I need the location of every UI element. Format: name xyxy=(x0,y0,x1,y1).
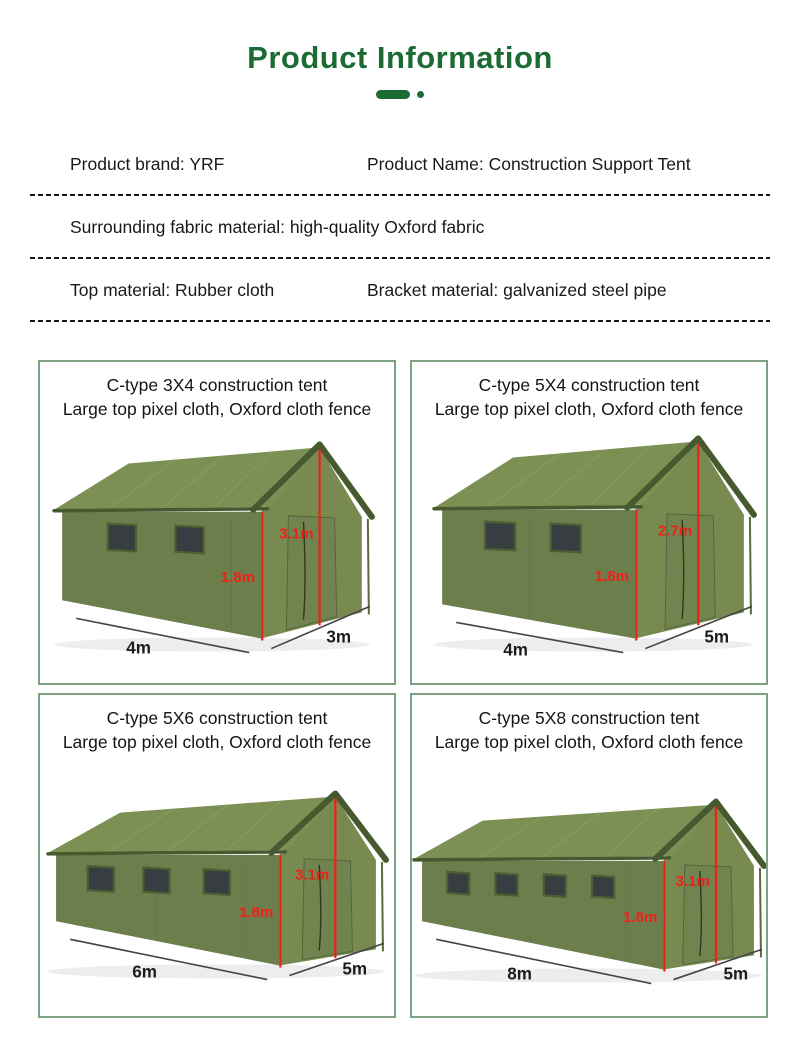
spec-surrounding-fabric: Surrounding fabric material: high-quality Oxford fabric xyxy=(70,217,485,237)
dim-label-ridge-height: 2.7m xyxy=(657,522,693,540)
tent-window xyxy=(108,524,136,552)
ground-shadow xyxy=(48,965,384,979)
tent-roof xyxy=(48,797,335,853)
tent-window xyxy=(447,872,469,895)
spec-product-brand: Product brand: YRF xyxy=(70,154,225,174)
dim-label-side-length: 4m xyxy=(503,640,528,660)
tent-illustration xyxy=(412,756,766,1008)
card-title: C-type 3X4 construction tent xyxy=(106,375,328,395)
spec-row-brand-name xyxy=(30,133,770,194)
tent-image-5x4 xyxy=(412,423,766,675)
card-subtitle: Large top pixel cloth, Oxford cloth fence xyxy=(434,731,744,752)
eave-trim xyxy=(54,509,267,511)
card-title: C-type 5X8 construction tent xyxy=(478,708,700,728)
tent-window xyxy=(551,524,581,553)
tent-image-3x4 xyxy=(40,423,394,675)
tent-window xyxy=(175,526,203,554)
card-title: C-type 5X4 construction tent xyxy=(478,375,700,395)
dim-label-front-width: 3m xyxy=(326,627,352,647)
spec-table xyxy=(30,133,770,322)
spec-product-name: Product Name: Construction Support Tent xyxy=(367,154,691,174)
spec-row-top-bracket xyxy=(30,259,770,320)
dim-label-side-length: 8m xyxy=(507,964,532,984)
dim-label-side-length: 4m xyxy=(126,638,151,658)
card-title: C-type 5X6 construction tent xyxy=(106,708,328,728)
dim-label-ridge-height: 3.1m xyxy=(675,873,710,891)
dim-label-eave-height: 1.8m xyxy=(238,904,274,922)
title-underline-decoration xyxy=(0,90,800,99)
corner-pole xyxy=(750,517,751,615)
card-5x6-tent xyxy=(38,693,396,1018)
dim-label-eave-height: 1.8m xyxy=(220,569,256,587)
card-3x4-tent xyxy=(38,360,396,685)
dashed-divider xyxy=(30,320,770,322)
dim-label-eave-height: 1.8m xyxy=(594,568,630,586)
tent-window xyxy=(592,876,614,899)
underline-dot xyxy=(417,91,424,98)
tent-window xyxy=(204,869,230,895)
tent-illustration xyxy=(412,423,766,675)
tent-illustration xyxy=(40,423,394,675)
underline-bar xyxy=(376,90,410,99)
tent-window xyxy=(495,873,517,896)
tent-illustration xyxy=(40,756,394,1008)
product-card-grid xyxy=(38,360,768,1018)
tent-window xyxy=(143,868,169,894)
corner-pole xyxy=(368,519,369,615)
dim-label-ridge-height: 3.1m xyxy=(294,866,330,884)
corner-pole xyxy=(382,862,383,952)
card-subtitle: Large top pixel cloth, Oxford cloth fence xyxy=(62,731,372,752)
spec-row-fabric xyxy=(30,196,770,257)
eave-trim xyxy=(414,858,669,860)
tent-window xyxy=(88,866,114,892)
tent-image-5x6 xyxy=(40,756,394,1008)
corner-pole xyxy=(760,868,761,958)
eave-trim xyxy=(48,852,285,854)
spec-top-material: Top material: Rubber cloth xyxy=(70,280,275,300)
dim-label-side-length: 6m xyxy=(132,962,157,982)
dim-label-eave-height: 1.8m xyxy=(623,909,658,927)
page-title: Product Information xyxy=(247,40,553,75)
dim-label-ridge-height: 3.1m xyxy=(279,525,314,543)
card-5x8-tent xyxy=(410,693,768,1018)
card-subtitle: Large top pixel cloth, Oxford cloth fence xyxy=(62,398,372,419)
spec-bracket-material: Bracket material: galvanized steel pipe xyxy=(367,280,667,300)
tent-window xyxy=(544,875,566,898)
eave-trim xyxy=(434,507,641,509)
dim-label-front-width: 5m xyxy=(704,627,730,647)
tent-roof xyxy=(414,805,716,859)
dim-label-front-width: 5m xyxy=(342,959,368,979)
tent-image-5x8 xyxy=(412,756,766,1008)
card-5x4-tent xyxy=(410,360,768,685)
card-subtitle: Large top pixel cloth, Oxford cloth fence xyxy=(434,398,744,419)
tent-window xyxy=(485,522,515,551)
dim-label-front-width: 5m xyxy=(723,964,749,984)
